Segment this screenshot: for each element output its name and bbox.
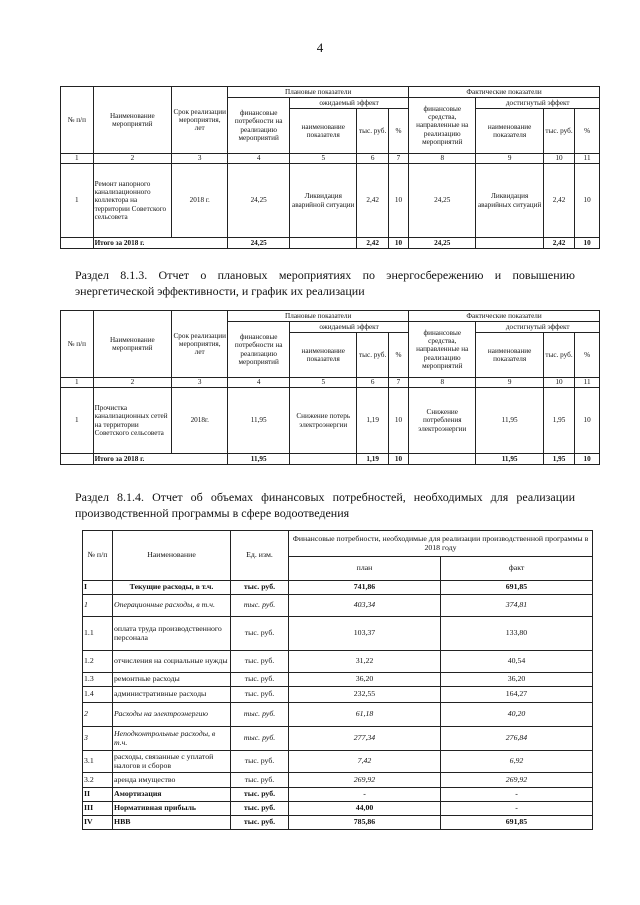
total-plan-rub: 2,42 bbox=[357, 238, 388, 249]
row-num: 1.4 bbox=[83, 687, 113, 703]
index-cell: 1 bbox=[61, 378, 94, 388]
row-fact: 691,85 bbox=[441, 581, 593, 595]
col-fin-funds: финансовые средства, направленные на реализацию мероприятий bbox=[409, 322, 476, 378]
table-row bbox=[61, 388, 600, 454]
col-num: № п/п bbox=[83, 531, 113, 581]
row-unit: тыс. руб. bbox=[231, 595, 289, 617]
row-name: Текущие расходы, в т.ч. bbox=[113, 581, 231, 595]
col-actual: Фактические показатели bbox=[409, 311, 600, 322]
row-name: административные расходы bbox=[113, 687, 231, 703]
row-fact-rub: 1,95 bbox=[543, 388, 574, 454]
total-fact-fin: 11,95 bbox=[476, 454, 543, 465]
row-name: аренда имущество bbox=[113, 773, 231, 788]
col-num: № п/п bbox=[61, 311, 94, 378]
row-unit: тыс. руб. bbox=[231, 581, 289, 595]
row-fact: 40,20 bbox=[441, 703, 593, 727]
row-name: оплата труда производственного персонала bbox=[113, 617, 231, 651]
col-name: Наименование мероприятий bbox=[93, 311, 172, 378]
total-plan-rub: 1,19 bbox=[357, 454, 388, 465]
table-energy-measures-2 bbox=[60, 310, 600, 465]
row-plan-effect: Снижение потерь электроэнергии bbox=[290, 388, 357, 454]
row-plan: 31,22 bbox=[289, 651, 441, 673]
row-name: Расходы на электроэнергию bbox=[113, 703, 231, 727]
col-ind-name: наименование показателя bbox=[290, 109, 357, 154]
row-unit: тыс. руб. bbox=[231, 802, 289, 816]
table-row bbox=[83, 581, 593, 595]
col-pct: % bbox=[575, 109, 600, 154]
row-fact-fin: Снижение потребления электроэнергии bbox=[409, 388, 476, 454]
row-num: III bbox=[83, 802, 113, 816]
table-row bbox=[83, 773, 593, 788]
row-fact-pct: 10 bbox=[575, 388, 600, 454]
col-th-rub: тыс. руб. bbox=[357, 109, 388, 154]
row-plan-fin: 11,95 bbox=[228, 388, 290, 454]
row-num: I bbox=[83, 581, 113, 595]
table-energy-measures-1 bbox=[60, 86, 600, 249]
row-fact-rub: 2,42 bbox=[543, 164, 574, 238]
col-plan: план bbox=[289, 557, 441, 581]
col-expected: ожидаемый эффект bbox=[290, 322, 409, 333]
row-plan-pct: 10 bbox=[388, 388, 408, 454]
row-fact: 691,85 bbox=[441, 816, 593, 830]
row-plan: 103,37 bbox=[289, 617, 441, 651]
index-cell: 1 bbox=[61, 154, 94, 164]
index-cell: 6 bbox=[357, 378, 388, 388]
col-th-rub: тыс. руб. bbox=[543, 109, 574, 154]
row-fact: 40,54 bbox=[441, 651, 593, 673]
col-fin-need: финансовые потребности на реализацию мероприятий bbox=[228, 322, 290, 378]
row-num: 1 bbox=[61, 164, 94, 238]
table-row bbox=[83, 727, 593, 751]
row-plan-fin: 24,25 bbox=[228, 164, 290, 238]
row-num: 1.1 bbox=[83, 617, 113, 651]
row-plan-rub: 2,42 bbox=[357, 164, 388, 238]
table-row bbox=[61, 164, 600, 238]
row-unit: тыс. руб. bbox=[231, 687, 289, 703]
row-fact: 269,92 bbox=[441, 773, 593, 788]
row-fact: 164,27 bbox=[441, 687, 593, 703]
index-cell: 3 bbox=[172, 154, 228, 164]
total-row bbox=[61, 238, 600, 249]
row-num: 1.2 bbox=[83, 651, 113, 673]
col-fin-funds: финансовые средства, направленные на реализацию мероприятий bbox=[409, 98, 476, 154]
index-cell: 8 bbox=[409, 378, 476, 388]
row-num: 3.2 bbox=[83, 773, 113, 788]
total-fact-fin: 24,25 bbox=[409, 238, 476, 249]
row-name: Неподконтрольные расходы, в т.ч. bbox=[113, 727, 231, 751]
index-cell: 9 bbox=[476, 378, 543, 388]
row-term: 2018г. bbox=[172, 388, 228, 454]
row-name: отчисления на социальные нужды bbox=[113, 651, 231, 673]
col-num: № п/п bbox=[61, 87, 94, 154]
col-name: Наименование мероприятий bbox=[93, 87, 172, 154]
col-fin-needs: Финансовые потребности, необходимые для реализации производственной программы в 2018 году bbox=[289, 531, 593, 557]
row-name: Амортизация bbox=[113, 788, 231, 802]
row-fact: - bbox=[441, 788, 593, 802]
total-label: Итого за 2018 г. bbox=[93, 238, 228, 249]
total-row bbox=[61, 454, 600, 465]
col-ind-name: наименование показателя bbox=[290, 333, 357, 378]
table-row bbox=[83, 595, 593, 617]
col-pct: % bbox=[388, 109, 408, 154]
total-fact-pct: 10 bbox=[575, 454, 600, 465]
index-cell: 5 bbox=[290, 378, 357, 388]
total-plan-pct: 10 bbox=[388, 454, 408, 465]
row-plan: - bbox=[289, 788, 441, 802]
row-name: Операционные расходы, в т.ч. bbox=[113, 595, 231, 617]
index-cell: 7 bbox=[388, 378, 408, 388]
row-num: IV bbox=[83, 816, 113, 830]
section-heading-8-1-3: Раздел 8.1.3. Отчет о плановых мероприятиях по энергосбережению и повышению энергетической эффективности, и график их реализации bbox=[75, 268, 575, 298]
page-number: 4 bbox=[316, 40, 324, 55]
row-name: Прочистка канализационных сетей на территории Советского сельсовета bbox=[93, 388, 172, 454]
table-row bbox=[83, 617, 593, 651]
index-cell: 11 bbox=[575, 154, 600, 164]
row-plan: 269,92 bbox=[289, 773, 441, 788]
row-plan-rub: 1,19 bbox=[357, 388, 388, 454]
row-unit: тыс. руб. bbox=[231, 703, 289, 727]
col-planned: Плановые показатели bbox=[228, 311, 409, 322]
col-pct: % bbox=[575, 333, 600, 378]
row-unit: тыс. руб. bbox=[231, 651, 289, 673]
row-name: ремонтные расходы bbox=[113, 673, 231, 687]
col-fin-need: финансовые потребности на реализацию мероприятий bbox=[228, 98, 290, 154]
total-plan-fin: 24,25 bbox=[228, 238, 290, 249]
row-plan-effect: Ликвидация аварийной ситуации bbox=[290, 164, 357, 238]
index-cell: 2 bbox=[93, 154, 172, 164]
row-fact-fin: 24,25 bbox=[409, 164, 476, 238]
row-unit: тыс. руб. bbox=[231, 673, 289, 687]
index-cell: 4 bbox=[228, 378, 290, 388]
col-term: Срок реализации мероприятия, лет bbox=[172, 311, 228, 378]
row-term: 2018 г. bbox=[172, 164, 228, 238]
row-unit: тыс. руб. bbox=[231, 727, 289, 751]
row-unit: тыс. руб. bbox=[231, 788, 289, 802]
row-name: НВВ bbox=[113, 816, 231, 830]
table-row bbox=[83, 687, 593, 703]
row-unit: тыс. руб. bbox=[231, 617, 289, 651]
table-row bbox=[83, 651, 593, 673]
total-plan-pct: 10 bbox=[388, 238, 408, 249]
row-plan-pct: 10 bbox=[388, 164, 408, 238]
index-cell: 9 bbox=[476, 154, 543, 164]
col-achieved: достигнутый эффект bbox=[476, 322, 600, 333]
row-fact-pct: 10 bbox=[575, 164, 600, 238]
index-cell: 11 bbox=[575, 378, 600, 388]
index-cell: 2 bbox=[93, 378, 172, 388]
col-ind-name: наименование показателя bbox=[476, 109, 543, 154]
index-cell: 7 bbox=[388, 154, 408, 164]
row-unit: тыс. руб. bbox=[231, 751, 289, 773]
row-plan: 7,42 bbox=[289, 751, 441, 773]
col-fact: факт bbox=[441, 557, 593, 581]
col-expected: ожидаемый эффект bbox=[290, 98, 409, 109]
row-plan: 741,86 bbox=[289, 581, 441, 595]
col-unit: Ед. изм. bbox=[231, 531, 289, 581]
index-cell: 3 bbox=[172, 378, 228, 388]
row-name: расходы, связанные с уплатой налогов и сборов bbox=[113, 751, 231, 773]
row-fact: - bbox=[441, 802, 593, 816]
table-row bbox=[83, 673, 593, 687]
table-row bbox=[83, 816, 593, 830]
row-plan: 36,20 bbox=[289, 673, 441, 687]
table-financial-needs bbox=[82, 530, 593, 830]
row-plan: 44,00 bbox=[289, 802, 441, 816]
row-fact: 6,92 bbox=[441, 751, 593, 773]
col-achieved: достигнутый эффект bbox=[476, 98, 600, 109]
row-num: 1.3 bbox=[83, 673, 113, 687]
row-num: 3 bbox=[83, 727, 113, 751]
row-fact-effect: Ликвидация аварийных ситуаций bbox=[476, 164, 543, 238]
section-heading-8-1-4: Раздел 8.1.4. Отчет об объемах финансовых потребностей, необходимых для реализации производственной программы в сфере водоотведения bbox=[75, 490, 575, 520]
total-fact-rub: 2,42 bbox=[543, 238, 574, 249]
index-cell: 10 bbox=[543, 154, 574, 164]
row-num: 3.1 bbox=[83, 751, 113, 773]
row-fact: 36,20 bbox=[441, 673, 593, 687]
col-actual: Фактические показатели bbox=[409, 87, 600, 98]
row-name: Нормативная прибыль bbox=[113, 802, 231, 816]
row-num: II bbox=[83, 788, 113, 802]
table-row bbox=[83, 802, 593, 816]
total-plan-fin: 11,95 bbox=[228, 454, 290, 465]
row-fact: 133,80 bbox=[441, 617, 593, 651]
col-name: Наименование bbox=[113, 531, 231, 581]
table-row bbox=[83, 703, 593, 727]
index-cell: 6 bbox=[357, 154, 388, 164]
total-fact-pct: 10 bbox=[575, 238, 600, 249]
col-planned: Плановые показатели bbox=[228, 87, 409, 98]
row-plan: 277,34 bbox=[289, 727, 441, 751]
row-plan: 61,18 bbox=[289, 703, 441, 727]
table-row bbox=[83, 751, 593, 773]
total-label: Итого за 2018 г. bbox=[93, 454, 228, 465]
col-th-rub: тыс. руб. bbox=[543, 333, 574, 378]
row-plan: 785,86 bbox=[289, 816, 441, 830]
row-unit: тыс. руб. bbox=[231, 773, 289, 788]
col-ind-name: наименование показателя bbox=[476, 333, 543, 378]
row-fact-effect: 11,95 bbox=[476, 388, 543, 454]
col-th-rub: тыс. руб. bbox=[357, 333, 388, 378]
row-num: 1 bbox=[83, 595, 113, 617]
col-term: Срок реализации мероприятия, лет bbox=[172, 87, 228, 154]
row-fact: 374,81 bbox=[441, 595, 593, 617]
row-fact: 276,84 bbox=[441, 727, 593, 751]
row-num: 1 bbox=[61, 388, 94, 454]
row-unit: тыс. руб. bbox=[231, 816, 289, 830]
index-cell: 8 bbox=[409, 154, 476, 164]
row-num: 2 bbox=[83, 703, 113, 727]
index-cell: 4 bbox=[228, 154, 290, 164]
row-name: Ремонт напорного канализационного коллектора на территории Советского сельсовета bbox=[93, 164, 172, 238]
row-plan: 403,34 bbox=[289, 595, 441, 617]
table-row bbox=[83, 788, 593, 802]
row-plan: 232,55 bbox=[289, 687, 441, 703]
index-cell: 5 bbox=[290, 154, 357, 164]
col-pct: % bbox=[388, 333, 408, 378]
total-fact-rub: 1,95 bbox=[543, 454, 574, 465]
index-cell: 10 bbox=[543, 378, 574, 388]
